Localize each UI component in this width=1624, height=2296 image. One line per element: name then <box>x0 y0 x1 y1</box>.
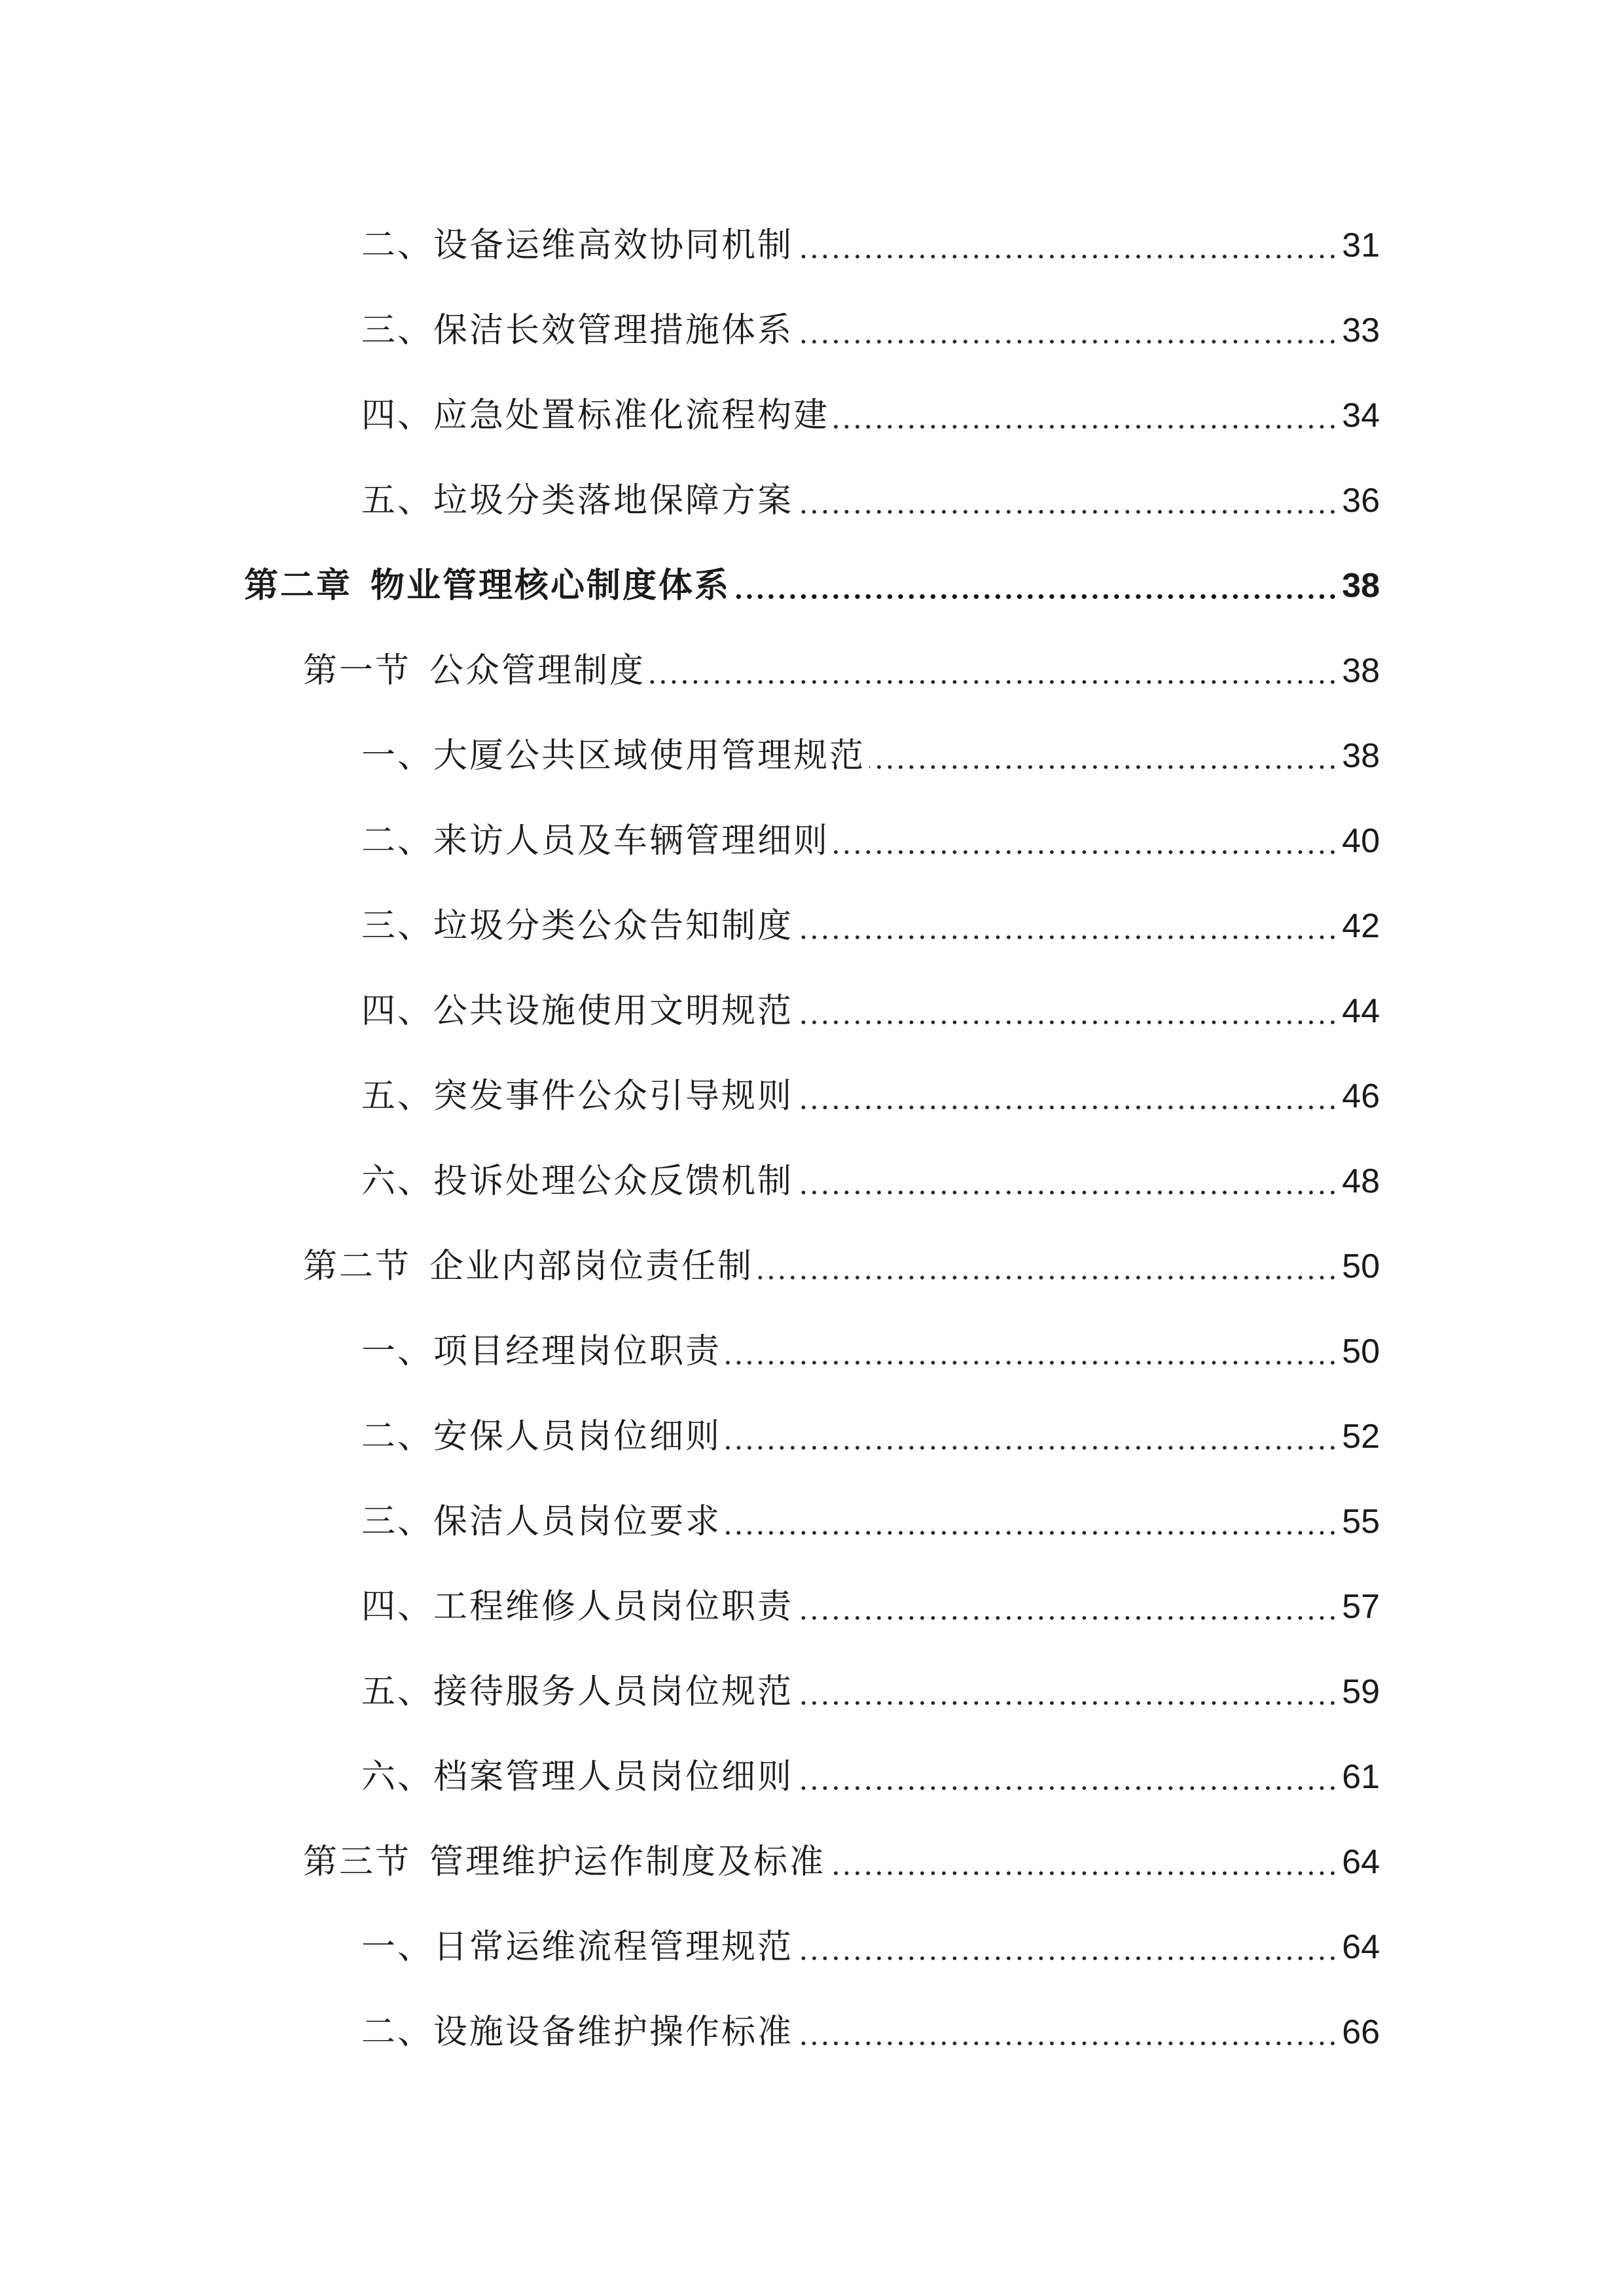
toc-entry-title: 三、垃圾分类公众告知制度 <box>361 906 794 946</box>
toc-entry-page: 52 <box>1342 1418 1380 1456</box>
toc-dot-leader <box>734 594 1338 599</box>
toc-entry-page: 61 <box>1342 1758 1380 1796</box>
toc-entry-title: 六、档案管理人员岗位细则 <box>361 1757 794 1797</box>
toc-entry[interactable] <box>361 1997 1380 2052</box>
toc-entry-page: 42 <box>1342 907 1380 945</box>
toc-dot-leader <box>797 510 1338 514</box>
toc-entry-title: 一、项目经理岗位职责 <box>361 1332 722 1371</box>
toc-entry[interactable] <box>361 1061 1380 1116</box>
toc-dot-leader <box>833 850 1338 854</box>
toc-entry[interactable] <box>361 1486 1380 1539</box>
toc-dot-leader <box>797 1191 1338 1194</box>
toc-entry-page: 57 <box>1342 1588 1380 1626</box>
toc-entry-title: 四、应急处置标准化流程构建 <box>361 396 830 435</box>
toc-dot-leader <box>797 1105 1338 1109</box>
toc-entry[interactable] <box>361 806 1380 861</box>
toc-entry-heading: 企业内部岗位责任制 <box>429 1247 754 1286</box>
toc-entry-title: 三、保洁人员岗位要求 <box>361 1502 722 1541</box>
toc-dot-leader <box>797 1956 1338 1960</box>
toc-entry-page: 38 <box>1342 567 1380 605</box>
toc-entry[interactable] <box>361 380 1380 433</box>
toc-entry-page: 31 <box>1342 226 1380 264</box>
toc-dot-leader <box>829 1871 1338 1875</box>
toc-entry-title <box>303 1247 757 1286</box>
toc-entry-prefix: 第三节 <box>303 1842 412 1882</box>
toc-entry-title: 六、投诉处理公众反馈机制 <box>361 1162 794 1201</box>
toc-entry-prefix: 第一节 <box>303 651 412 691</box>
toc-entry-title <box>303 1842 829 1882</box>
toc-entry[interactable] <box>361 976 1380 1031</box>
toc-dot-leader <box>757 1276 1338 1280</box>
toc-entry-page: 64 <box>1342 1928 1380 1966</box>
toc-entry-page: 33 <box>1342 312 1380 350</box>
toc-dot-leader <box>797 1701 1338 1705</box>
toc-dot-leader <box>797 1020 1338 1024</box>
toc-dot-leader <box>797 340 1338 344</box>
toc-section-entry[interactable] <box>303 1827 1380 1882</box>
toc-entry[interactable] <box>361 210 1380 265</box>
toc-entry[interactable] <box>361 1146 1380 1201</box>
toc-entry-title: 一、大厦公共区域使用管理规范 <box>361 736 866 776</box>
toc-entry-page: 38 <box>1342 652 1380 690</box>
toc-entry-page: 40 <box>1342 822 1380 860</box>
toc-entry[interactable] <box>361 891 1380 946</box>
toc-entry-page: 50 <box>1342 1247 1380 1285</box>
toc-entry-page: 36 <box>1342 482 1380 520</box>
toc-entry[interactable] <box>361 1912 1380 1967</box>
toc-entry-title: 一、日常运维流程管理规范 <box>361 1928 794 1967</box>
toc-entry-page: 48 <box>1342 1162 1380 1200</box>
toc-entry-title <box>303 651 649 691</box>
toc-entry-page: 64 <box>1342 1843 1380 1881</box>
toc-dot-leader <box>869 765 1338 769</box>
toc-dot-leader <box>797 255 1338 259</box>
toc-entry-prefix: 第二章 <box>244 566 353 605</box>
toc-dot-leader <box>725 1531 1338 1535</box>
toc-entry-page: 46 <box>1342 1077 1380 1115</box>
toc-entry-title: 三、保洁长效管理措施体系 <box>361 311 794 350</box>
toc-entry-title: 二、设施设备维护操作标准 <box>361 2013 794 2052</box>
toc-entry-heading: 管理维护运作制度及标准 <box>429 1842 826 1882</box>
toc-entry-title: 二、安保人员岗位细则 <box>361 1417 722 1456</box>
toc-entry-title: 二、设备运维高效协同机制 <box>361 226 794 265</box>
toc-entry-title <box>244 566 734 605</box>
toc-dot-leader <box>797 935 1338 939</box>
toc-entry-title: 二、来访人员及车辆管理细则 <box>361 821 830 861</box>
toc-entry[interactable] <box>361 1657 1380 1712</box>
toc-entry-title: 五、接待服务人员岗位规范 <box>361 1672 794 1712</box>
toc-entry-page: 34 <box>1342 397 1380 435</box>
toc-entry[interactable] <box>361 295 1380 348</box>
toc-entry-page: 38 <box>1342 737 1380 775</box>
toc-dot-leader <box>797 1616 1338 1620</box>
toc-entry[interactable] <box>361 1742 1380 1797</box>
toc-entry[interactable] <box>361 1401 1380 1454</box>
toc-entry-prefix: 第二节 <box>303 1247 412 1286</box>
toc-dot-leader <box>797 1786 1338 1790</box>
toc-dot-leader <box>725 1446 1338 1450</box>
toc-entry[interactable] <box>361 1316 1380 1369</box>
toc-section-entry[interactable] <box>303 1231 1380 1286</box>
toc-entry-title: 五、突发事件公众引导规则 <box>361 1077 794 1116</box>
toc-entry-page: 44 <box>1342 992 1380 1030</box>
toc-entry[interactable] <box>361 465 1380 518</box>
toc-entry-heading: 公众管理制度 <box>429 651 646 691</box>
toc-entry-title: 四、公共设施使用文明规范 <box>361 992 794 1031</box>
toc-entry-page: 66 <box>1342 2013 1380 2051</box>
toc-entry-title: 四、工程维修人员岗位职责 <box>361 1587 794 1626</box>
toc-dot-leader <box>649 680 1338 684</box>
toc-chapter-entry[interactable] <box>244 550 1380 603</box>
toc-entry-page: 50 <box>1342 1333 1380 1371</box>
toc-entry-heading: 物业管理核心制度体系 <box>370 566 731 605</box>
toc-dot-leader <box>833 425 1338 429</box>
toc-dot-leader <box>725 1361 1338 1365</box>
toc-entry[interactable] <box>361 721 1380 776</box>
toc-entry[interactable] <box>361 1571 1380 1624</box>
toc-dot-leader <box>797 2041 1338 2045</box>
toc-entry-page: 59 <box>1342 1673 1380 1711</box>
toc-section-entry[interactable] <box>303 636 1380 691</box>
toc-entry-title: 五、垃圾分类落地保障方案 <box>361 481 794 520</box>
toc-entry-page: 55 <box>1342 1503 1380 1541</box>
